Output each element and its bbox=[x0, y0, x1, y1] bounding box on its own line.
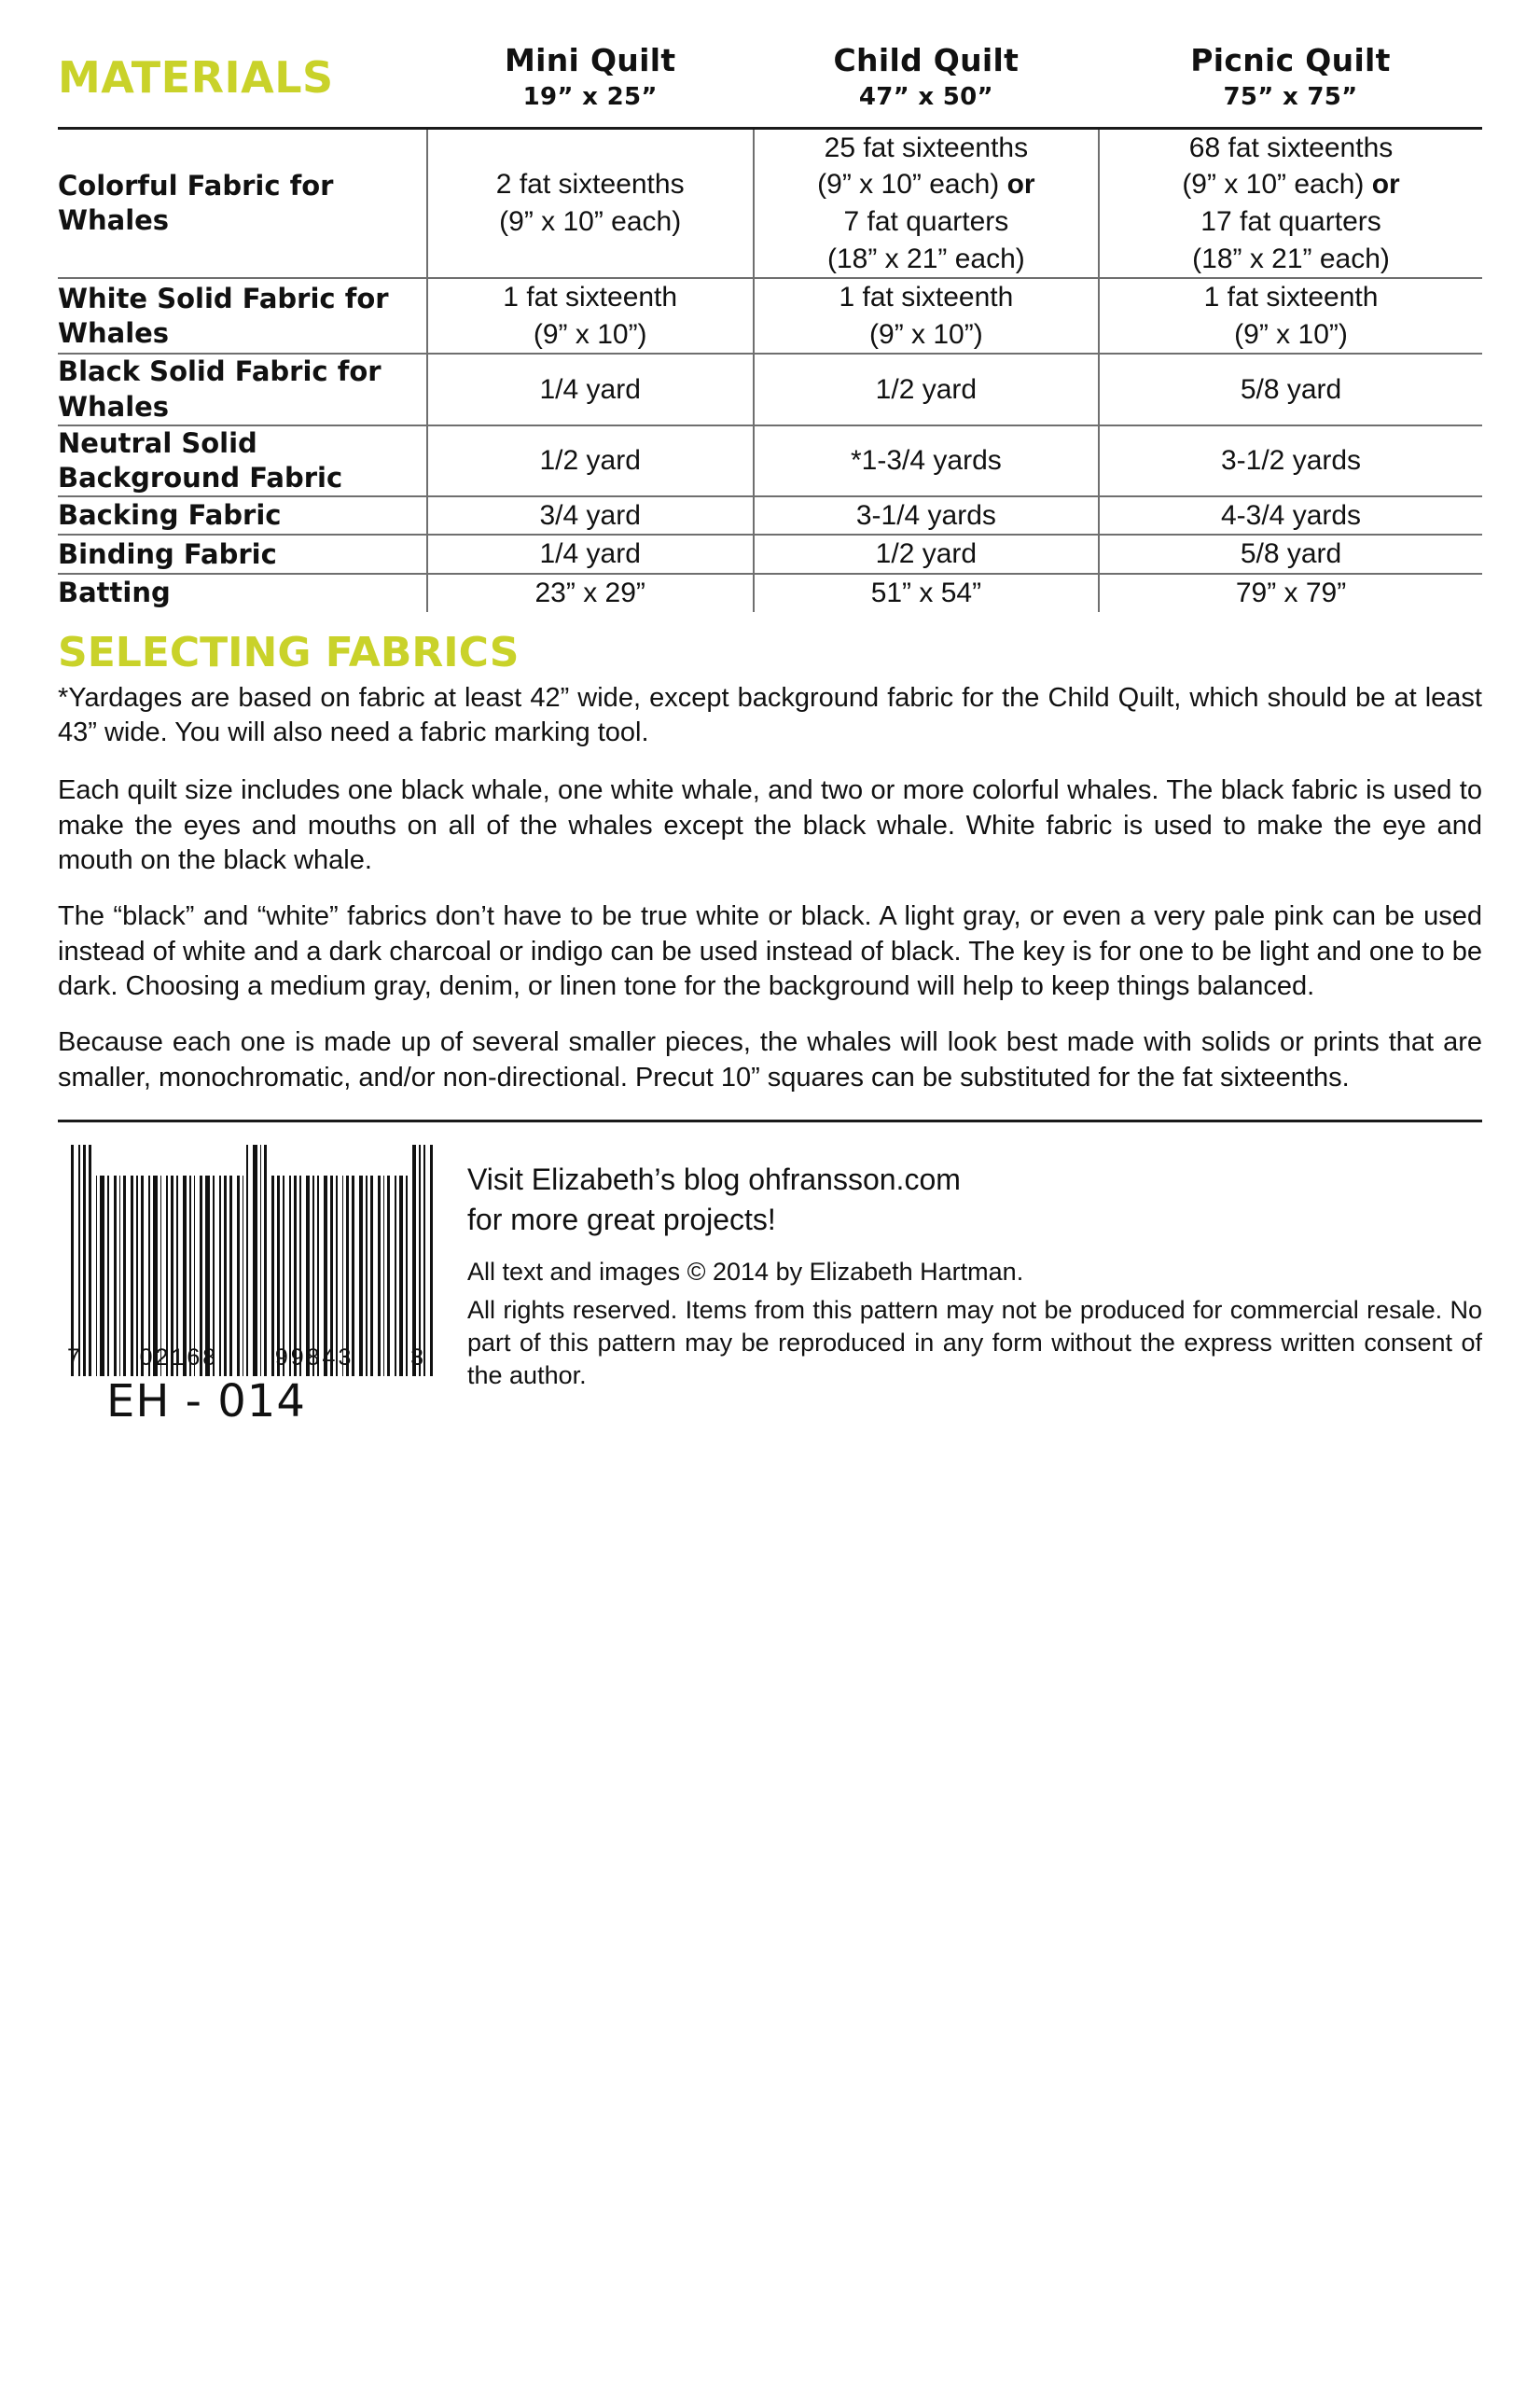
barcode-right-group: 99843 bbox=[274, 1344, 354, 1372]
column-header-mini-quilt-dims: 19” x 25” bbox=[522, 82, 658, 111]
selecting-fabrics-paragraph-4: Because each one is made up of several smaller pieces, the whales will look best made with solids or prints that are smaller, monochromatic, and/or non-directional. Precut 10” squares can be substituted for the fat sixteenths. bbox=[58, 1027, 1482, 1093]
barcode-icon bbox=[58, 1143, 436, 1376]
table-row bbox=[58, 574, 1482, 612]
column-header-picnic-quilt bbox=[1099, 37, 1482, 128]
table-row bbox=[58, 496, 1482, 536]
row-value-child: 3-1/4 yards bbox=[754, 496, 1099, 536]
row-value-picnic: 5/8 yard bbox=[1099, 354, 1482, 425]
table-row bbox=[58, 354, 1482, 425]
row-label: Black Solid Fabric for Whales bbox=[58, 354, 427, 425]
column-header-picnic-quilt-dims: 75” x 75” bbox=[1223, 82, 1358, 111]
row-label: Binding Fabric bbox=[58, 535, 427, 574]
table-row bbox=[58, 425, 1482, 496]
blog-line-2: for more great projects! bbox=[467, 1202, 776, 1236]
row-label: Neutral Solid Background Fabric bbox=[58, 425, 427, 496]
table-row bbox=[58, 278, 1482, 354]
sku-code: EH - 014 bbox=[106, 1375, 306, 1428]
column-header-child-quilt-dims: 47” x 50” bbox=[858, 82, 993, 111]
selecting-fabrics-paragraph-1: *Yardages are based on fabric at least 42” wide, except background fabric for the Child Quilt, which should be at least 43” wide. You will also need a fabric marking tool. bbox=[58, 682, 1482, 748]
rights-statement: All rights reserved. Items from this pattern may not be produced for commercial resale. No part of this pattern may be reproduced in any form without the express written consent of the author. bbox=[467, 1296, 1482, 1390]
row-value-picnic: 3-1/2 yards bbox=[1099, 425, 1482, 496]
row-value-picnic: 1 fat sixteenth (9” x 10”) bbox=[1099, 278, 1482, 354]
barcode-trail-digit: 3 bbox=[410, 1344, 426, 1372]
row-value-mini: 1/4 yard bbox=[427, 354, 754, 425]
row-value-mini: 1 fat sixteenth (9” x 10”) bbox=[427, 278, 754, 354]
materials-table-header-row bbox=[58, 37, 1482, 128]
row-label: Batting bbox=[58, 574, 427, 612]
column-header-child-quilt-name: Child Quilt bbox=[833, 42, 1020, 78]
footer-text bbox=[467, 1143, 1482, 1392]
row-label: Backing Fabric bbox=[58, 496, 427, 536]
column-header-picnic-quilt-name: Picnic Quilt bbox=[1190, 42, 1391, 78]
selecting-fabrics-paragraph-2: Each quilt size includes one black whale, one white whale, and two or more colorful whales. The black fabric is used to make the eyes and mouths on all of the whales except the black whale. White fabric is used to make the eye and mouth on the black whale. bbox=[58, 774, 1482, 876]
row-value-child: 25 fat sixteenths (9” x 10” each) or 7 fat quarters (18” x 21” each) bbox=[754, 128, 1099, 278]
blog-promo bbox=[467, 1160, 1482, 1238]
barcode-left-group: 02168 bbox=[139, 1344, 219, 1372]
copyright-line: All text and images © 2014 by Elizabeth Hartman. bbox=[467, 1257, 1024, 1286]
row-value-child: 51” x 54” bbox=[754, 574, 1099, 612]
row-value-mini: 1/4 yard bbox=[427, 535, 754, 574]
row-value-mini: 23” x 29” bbox=[427, 574, 754, 612]
row-label: Colorful Fabric for Whales bbox=[58, 128, 427, 278]
row-label: White Solid Fabric for Whales bbox=[58, 278, 427, 354]
row-value-mini: 3/4 yard bbox=[427, 496, 754, 536]
table-row bbox=[58, 535, 1482, 574]
row-value-child: 1/2 yard bbox=[754, 535, 1099, 574]
row-value-mini: 2 fat sixteenths (9” x 10” each) bbox=[427, 128, 754, 278]
column-header-mini-quilt-name: Mini Quilt bbox=[505, 42, 676, 78]
materials-table-body bbox=[58, 128, 1482, 611]
footer bbox=[58, 1143, 1482, 1427]
footer-divider bbox=[58, 1120, 1482, 1122]
row-value-picnic: 5/8 yard bbox=[1099, 535, 1482, 574]
barcode-lead-digit: 7 bbox=[67, 1344, 83, 1372]
materials-title: MATERIALS bbox=[58, 37, 427, 128]
selecting-fabrics-heading: SELECTING FABRICS bbox=[58, 628, 520, 676]
selecting-fabrics-paragraph-3: The “black” and “white” fabrics don’t have to be true white or black. A light gray, or even a very pale pink can be used instead of white and a dark charcoal or indigo can be used instead of black. The key is for one to be light and one to be dark. Choosing a medium gray, denim, or linen tone for the background will help to keep things balanced. bbox=[58, 901, 1482, 1002]
column-header-mini-quilt bbox=[427, 37, 754, 128]
barcode-block bbox=[58, 1143, 436, 1427]
row-value-picnic: 4-3/4 yards bbox=[1099, 496, 1482, 536]
row-value-picnic: 79” x 79” bbox=[1235, 578, 1347, 609]
row-value-mini: 1/2 yard bbox=[427, 425, 754, 496]
row-value-picnic: 68 fat sixteenths (9” x 10” each) or 17 fat quarters (18” x 21” each) bbox=[1099, 128, 1482, 278]
column-header-child-quilt bbox=[754, 37, 1099, 128]
row-value-child: 1/2 yard bbox=[754, 354, 1099, 425]
row-value-child: 1 fat sixteenth (9” x 10”) bbox=[754, 278, 1099, 354]
row-value-child: *1-3/4 yards bbox=[754, 425, 1099, 496]
table-row bbox=[58, 128, 1482, 278]
blog-line-1: Visit Elizabeth’s blog ohfransson.com bbox=[467, 1163, 961, 1197]
materials-table bbox=[58, 37, 1482, 612]
